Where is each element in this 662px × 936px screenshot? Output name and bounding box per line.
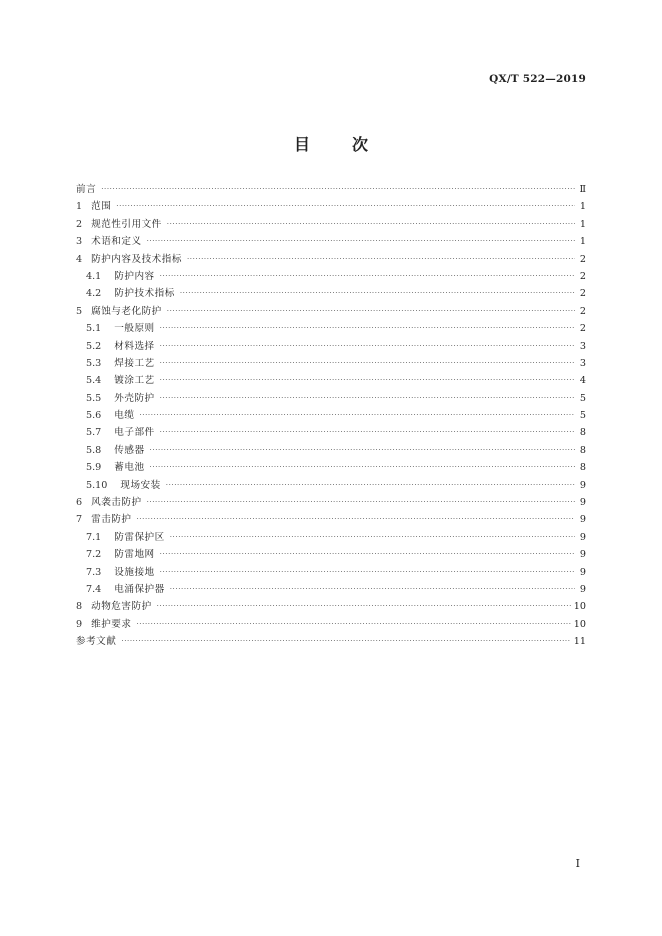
toc-leader-dots	[170, 529, 575, 546]
toc-leader-dots	[187, 251, 575, 268]
toc-entry-number: 9	[76, 618, 83, 630]
toc-leader-dots	[170, 581, 575, 598]
toc-leader-dots	[116, 198, 575, 215]
toc-entry-page: 9	[579, 583, 586, 595]
toc-entry-page: 2	[579, 305, 586, 317]
toc-entry-label: 风袭击防护	[91, 497, 142, 509]
toc-entry[interactable]	[76, 233, 586, 250]
toc-entry[interactable]	[76, 198, 586, 215]
toc-entry-number: 7.2	[86, 549, 102, 561]
toc-entry-number: 1	[76, 201, 83, 213]
toc-leader-dots	[160, 338, 575, 355]
toc-entry-number: 5.4	[86, 375, 102, 387]
toc-leader-dots	[121, 633, 570, 650]
toc-leader-dots	[160, 546, 575, 563]
toc-entry-page: 11	[573, 636, 586, 648]
toc-entry-label: 一般原则	[114, 323, 155, 335]
toc-entry-label: 范围	[91, 201, 112, 213]
toc-entry-label: 蓄电池	[114, 462, 145, 474]
toc-entry[interactable]	[76, 372, 586, 389]
toc-entry-label: 防护技术指标	[114, 288, 175, 300]
toc-entry-page: 3	[579, 357, 586, 369]
toc-entry-number: 4.1	[86, 270, 102, 282]
toc-title	[0, 132, 662, 155]
toc-leader-dots	[167, 216, 575, 233]
toc-leader-dots	[160, 355, 575, 372]
toc-entry-label: 传感器	[114, 444, 145, 456]
toc-entry-page: 8	[579, 462, 586, 474]
toc-entry-page: Ⅱ	[579, 184, 586, 195]
toc-entry-label: 现场安装	[120, 479, 161, 491]
toc-entry-page: 4	[579, 375, 586, 387]
toc-entry-label: 防护内容及技术指标	[91, 253, 182, 265]
toc-entry-label: 雷击防护	[91, 514, 132, 526]
toc-entry[interactable]	[76, 511, 586, 528]
toc-leader-dots	[150, 442, 575, 459]
toc-leader-dots	[147, 494, 575, 511]
toc-entry-page: 5	[579, 410, 586, 422]
toc-entry[interactable]	[76, 285, 586, 302]
toc-entry-label: 电缆	[114, 410, 135, 422]
toc-entry-label: 电涌保护器	[114, 583, 165, 595]
toc-entry[interactable]	[76, 546, 586, 563]
toc-entry-page: 9	[579, 497, 586, 509]
toc-entry[interactable]	[76, 216, 586, 233]
toc-entry-page: 9	[579, 549, 586, 561]
toc-entry[interactable]	[76, 251, 586, 268]
toc-leader-dots	[180, 285, 575, 302]
toc-entry-number: 5.7	[86, 427, 102, 439]
toc-entry-page: 10	[573, 601, 586, 613]
toc-entry-label: 电子部件	[114, 427, 155, 439]
toc-entry-number: 5.10	[86, 479, 108, 491]
toc-leader-dots	[101, 181, 575, 198]
toc-entry-label: 防护内容	[114, 270, 155, 282]
toc-entry-label: 参考文献	[76, 636, 117, 648]
toc-leader-dots	[136, 511, 575, 528]
toc-leader-dots	[139, 407, 575, 424]
toc-entry-number: 7.4	[86, 583, 102, 595]
toc-entry[interactable]	[76, 459, 586, 476]
toc-leader-dots	[160, 564, 575, 581]
toc-entry-label: 外壳防护	[114, 392, 155, 404]
toc-entry-page: 8	[579, 427, 586, 439]
toc-entry[interactable]	[76, 355, 586, 372]
toc-entry-page: 5	[579, 392, 586, 404]
toc-leader-dots	[166, 477, 575, 494]
toc-entry-number: 6	[76, 497, 83, 509]
toc-entry-number: 4	[76, 253, 83, 265]
toc-entry-page: 9	[579, 566, 586, 578]
footer-page-number: I	[575, 857, 580, 870]
toc-entry-page: 9	[579, 531, 586, 543]
toc-entry-number: 5.2	[86, 340, 102, 352]
toc-entry-label: 设施接地	[114, 566, 155, 578]
toc-entry-page: 1	[579, 236, 586, 248]
toc-entry-page: 3	[579, 340, 586, 352]
toc-entry[interactable]	[76, 616, 586, 633]
toc-entry-label: 防雷保护区	[114, 531, 165, 543]
toc-entry[interactable]	[76, 268, 586, 285]
toc-entry-number: 3	[76, 236, 83, 248]
toc-entry-number: 7	[76, 514, 83, 526]
toc-entry[interactable]	[76, 564, 586, 581]
toc-entry-page: 10	[573, 618, 586, 630]
toc-leader-dots	[160, 268, 575, 285]
toc-leader-dots	[167, 303, 575, 320]
toc-entry-number: 5.1	[86, 323, 102, 335]
toc-entry-page: 2	[579, 253, 586, 265]
toc-leader-dots	[160, 320, 575, 337]
toc-leader-dots	[160, 424, 575, 441]
toc-entry[interactable]	[76, 338, 586, 355]
toc-entry-number: 5.3	[86, 357, 102, 369]
table-of-contents	[76, 181, 586, 651]
toc-entry-label: 术语和定义	[91, 236, 142, 248]
toc-leader-dots	[160, 372, 575, 389]
toc-entry-page: 2	[579, 288, 586, 300]
toc-entry[interactable]	[76, 529, 586, 546]
toc-entry-number: 4.2	[86, 288, 102, 300]
toc-entry-label: 规范性引用文件	[91, 218, 162, 230]
toc-entry[interactable]	[76, 633, 586, 650]
toc-entry-label: 焊接工艺	[114, 357, 155, 369]
toc-entry-number: 7.1	[86, 531, 102, 543]
toc-title-right: 次	[352, 135, 369, 154]
toc-entry-label: 动物危害防护	[91, 601, 152, 613]
toc-entry-page: 9	[579, 479, 586, 491]
toc-entry[interactable]	[76, 424, 586, 441]
toc-entry-page: 2	[579, 270, 586, 282]
toc-leader-dots	[157, 598, 571, 615]
toc-title-left: 目	[293, 135, 310, 154]
toc-leader-dots	[147, 233, 575, 250]
toc-entry[interactable]	[76, 181, 586, 198]
toc-entry[interactable]	[76, 477, 586, 494]
toc-entry[interactable]	[76, 390, 586, 407]
toc-entry[interactable]	[76, 442, 586, 459]
toc-entry-page: 9	[579, 514, 586, 526]
toc-entry-label: 镀涂工艺	[114, 375, 155, 387]
toc-entry-page: 1	[579, 201, 586, 213]
toc-entry-label: 防雷地网	[114, 549, 155, 561]
toc-entry-number: 7.3	[86, 566, 102, 578]
toc-entry[interactable]	[76, 598, 586, 615]
toc-entry-label: 前言	[76, 184, 97, 195]
standard-code: QX/T 522—2019	[489, 73, 586, 85]
toc-leader-dots	[136, 616, 570, 633]
toc-entry-page: 8	[579, 444, 586, 456]
toc-entry[interactable]	[76, 494, 586, 511]
toc-entry-number: 5.9	[86, 462, 102, 474]
toc-entry-page: 1	[579, 218, 586, 230]
toc-entry-label: 腐蚀与老化防护	[91, 305, 162, 317]
toc-entry[interactable]	[76, 581, 586, 598]
toc-entry-number: 5	[76, 305, 83, 317]
toc-entry-number: 5.8	[86, 444, 102, 456]
toc-entry-label: 维护要求	[91, 618, 132, 630]
toc-entry-number: 2	[76, 218, 83, 230]
toc-entry-number: 5.5	[86, 392, 102, 404]
toc-entry-number: 5.6	[86, 410, 102, 422]
toc-entry-page: 2	[579, 323, 586, 335]
toc-entry-number: 8	[76, 601, 83, 613]
toc-entry[interactable]	[76, 303, 586, 320]
toc-entry-label: 材料选择	[114, 340, 155, 352]
toc-leader-dots	[160, 390, 575, 407]
toc-entry[interactable]	[76, 407, 586, 424]
toc-entry[interactable]	[76, 320, 586, 337]
toc-leader-dots	[150, 459, 575, 476]
